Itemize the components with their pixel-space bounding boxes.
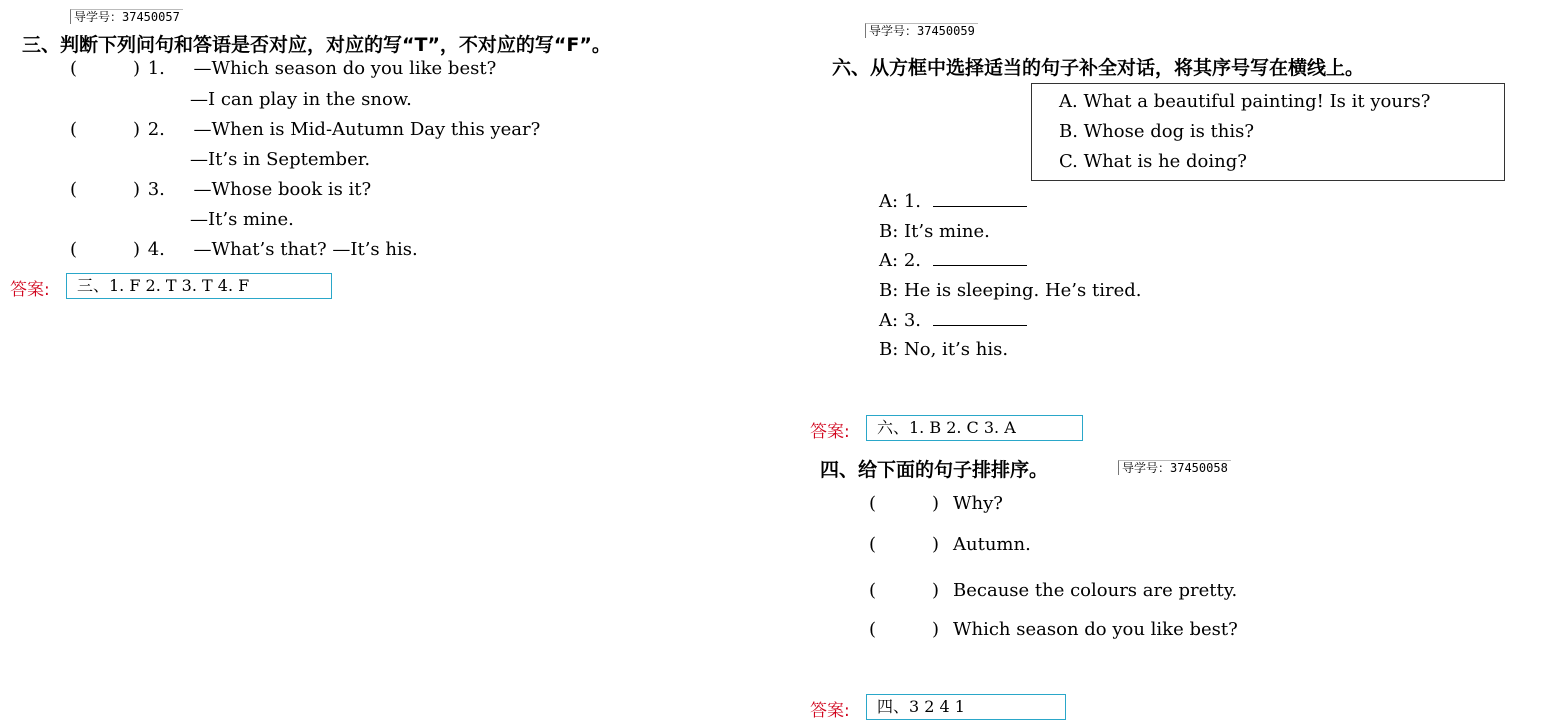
dialogue-line-6 — [879, 339, 1008, 360]
open-paren: ( — [869, 580, 877, 601]
answer-text: —I can play in the snow. — [190, 89, 412, 110]
answer-blank[interactable] — [933, 192, 1027, 207]
close-paren: ) — [133, 239, 141, 260]
open-paren: ( — [70, 239, 78, 260]
answer-box-dialogue: 六、1. B 2. C 3. A — [866, 415, 1083, 441]
section-title-judge: 三、判断下列问句和答语是否对应，对应的写“T”，不对应的写“F”。 — [22, 34, 611, 56]
answer-label: 答案: — [810, 701, 850, 721]
open-paren: ( — [869, 534, 877, 555]
item-number: 1. — [147, 58, 165, 79]
judge-item-3 — [70, 179, 371, 200]
option-b: B. Whose dog is this? — [1059, 121, 1255, 142]
order-text: Why? — [953, 493, 1003, 514]
judge-item-2 — [70, 119, 540, 140]
question-text: —What’s that? —It’s his. — [193, 239, 418, 260]
dialogue-line-1 — [879, 191, 1027, 212]
order-item-4 — [869, 619, 1238, 640]
speaker: B: — [879, 339, 899, 360]
open-paren: ( — [70, 119, 78, 140]
question-text: —Which season do you like best? — [193, 58, 497, 79]
question-text: —Whose book is it? — [193, 179, 372, 200]
dialogue-line-4 — [879, 280, 1141, 301]
speaker: A: — [879, 310, 899, 331]
question-text: —When is Mid-Autumn Day this year? — [193, 119, 541, 140]
option-a: A. What a beautiful painting! Is it yours? — [1059, 91, 1431, 112]
item-number: 4. — [147, 239, 165, 260]
order-item-1 — [869, 493, 1003, 514]
dialogue-text: 2. — [903, 250, 921, 271]
speaker: B: — [879, 280, 899, 301]
dialogue-text: No, it’s his. — [904, 339, 1009, 360]
answer-box-judge: 三、1. F 2. T 3. T 4. F — [66, 273, 332, 299]
item-number: 2. — [147, 119, 165, 140]
order-text: Because the colours are pretty. — [953, 580, 1238, 601]
options-box — [1031, 83, 1505, 181]
answer-text: —It’s in September. — [190, 149, 371, 170]
close-paren: ) — [932, 493, 940, 514]
dialogue-text: He is sleeping. He’s tired. — [904, 280, 1142, 301]
close-paren: ) — [932, 619, 940, 640]
guide-number-order: 导学号：37450058 — [1118, 460, 1231, 475]
answer-label: 答案: — [10, 280, 50, 300]
speaker: A: — [879, 250, 899, 271]
speaker: A: — [879, 191, 899, 212]
dialogue-line-5 — [879, 310, 1027, 331]
dialogue-text: It’s mine. — [904, 221, 990, 242]
open-paren: ( — [869, 493, 877, 514]
item-number: 3. — [147, 179, 165, 200]
open-paren: ( — [869, 619, 877, 640]
open-paren: ( — [70, 58, 78, 79]
answer-text: —It’s mine. — [190, 209, 294, 230]
dialogue-line-3 — [879, 250, 1027, 271]
close-paren: ) — [133, 119, 141, 140]
order-text: Autumn. — [953, 534, 1031, 555]
order-item-2 — [869, 534, 1031, 555]
judge-item-4 — [70, 239, 418, 260]
answer-blank[interactable] — [933, 251, 1027, 266]
close-paren: ) — [133, 179, 141, 200]
judge-item-1 — [70, 58, 496, 79]
dialogue-text: 3. — [903, 310, 921, 331]
close-paren: ) — [932, 534, 940, 555]
section-title-dialogue: 六、从方框中选择适当的句子补全对话，将其序号写在横线上。 — [832, 57, 1365, 79]
order-text: Which season do you like best? — [953, 619, 1238, 640]
answer-blank[interactable] — [933, 311, 1027, 326]
answer-label: 答案: — [810, 422, 850, 442]
answer-box-order: 四、3 2 4 1 — [866, 694, 1066, 720]
dialogue-text: 1. — [903, 191, 921, 212]
dialogue-line-2 — [879, 221, 990, 242]
guide-number-dialogue: 导学号：37450059 — [865, 23, 978, 38]
order-item-3 — [869, 580, 1237, 601]
close-paren: ) — [932, 580, 940, 601]
section-title-order: 四、给下面的句子排排序。 — [820, 459, 1049, 481]
open-paren: ( — [70, 179, 78, 200]
close-paren: ) — [133, 58, 141, 79]
speaker: B: — [879, 221, 899, 242]
option-c: C. What is he doing? — [1059, 151, 1247, 172]
guide-number-left: 导学号：37450057 — [70, 9, 183, 24]
